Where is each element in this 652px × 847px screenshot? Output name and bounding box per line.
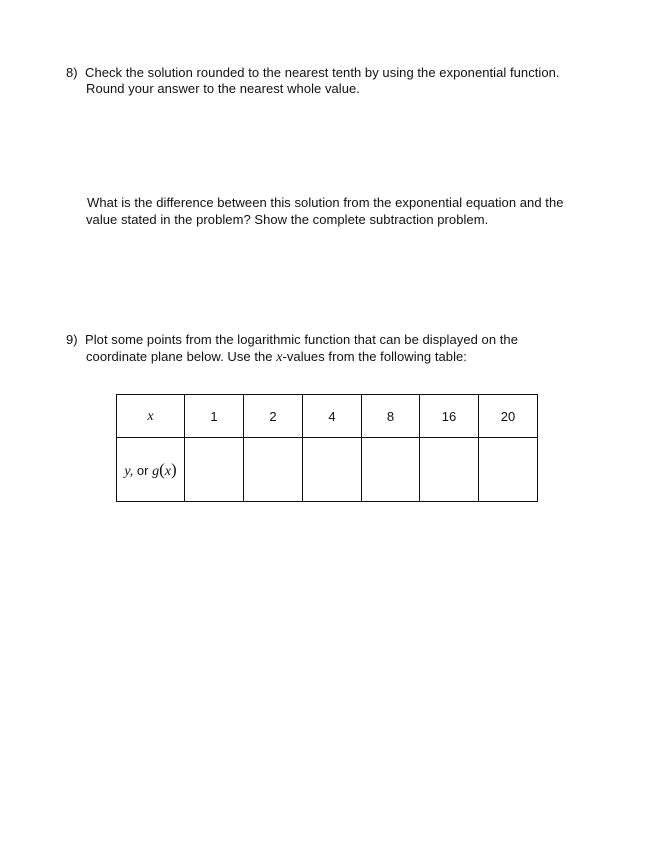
y-value-cell[interactable]: [244, 438, 303, 502]
question-9-line-1: [66, 332, 518, 348]
question-9-text-2b: -values from the following table:: [282, 349, 467, 364]
paren-close: ): [170, 459, 177, 479]
x-value-cell: 4: [303, 395, 362, 438]
question-9-text-1: Plot some points from the logarithmic function that can be displayed on the: [85, 332, 518, 347]
x-header-label: x: [147, 408, 154, 424]
table-row-y: [117, 438, 538, 502]
y-value-cell[interactable]: [479, 438, 538, 502]
x-symbol: x: [164, 463, 171, 479]
question-9-line-2: [86, 349, 467, 366]
or-text: or: [133, 462, 153, 478]
question-8-text-1: Check the solution rounded to the nearest tenth by using the exponential function.: [85, 65, 560, 80]
g-symbol: g: [152, 463, 160, 479]
question-8-followup-line-1: What is the difference between this solution from the exponential equation and the: [87, 195, 564, 210]
y-value-cell[interactable]: [185, 438, 244, 502]
y-symbol: y,: [124, 463, 134, 479]
question-8-line-2: Round your answer to the nearest whole value.: [86, 81, 360, 96]
paren-open: (: [159, 459, 165, 479]
x-value-cell: 8: [362, 395, 420, 438]
y-header-label: [124, 459, 177, 479]
question-9-number: 9): [66, 332, 78, 347]
question-8-number: 8): [66, 65, 78, 80]
question-8-line-1: [66, 65, 560, 81]
x-value-cell: 20: [479, 395, 538, 438]
question-9-text-2a: coordinate plane below. Use the: [86, 349, 277, 364]
y-value-cell[interactable]: [303, 438, 362, 502]
table-row-x: [117, 395, 538, 438]
y-header-cell: [117, 438, 185, 502]
x-value-cell: 1: [185, 395, 244, 438]
x-value-cell: 2: [244, 395, 303, 438]
x-value-cell: 16: [420, 395, 479, 438]
values-table: [116, 394, 538, 502]
question-8-followup-line-2: value stated in the problem? Show the complete subtraction problem.: [86, 212, 489, 227]
y-value-cell[interactable]: [420, 438, 479, 502]
x-header-cell: [117, 395, 185, 438]
x-variable: x: [276, 350, 283, 365]
y-value-cell[interactable]: [362, 438, 420, 502]
